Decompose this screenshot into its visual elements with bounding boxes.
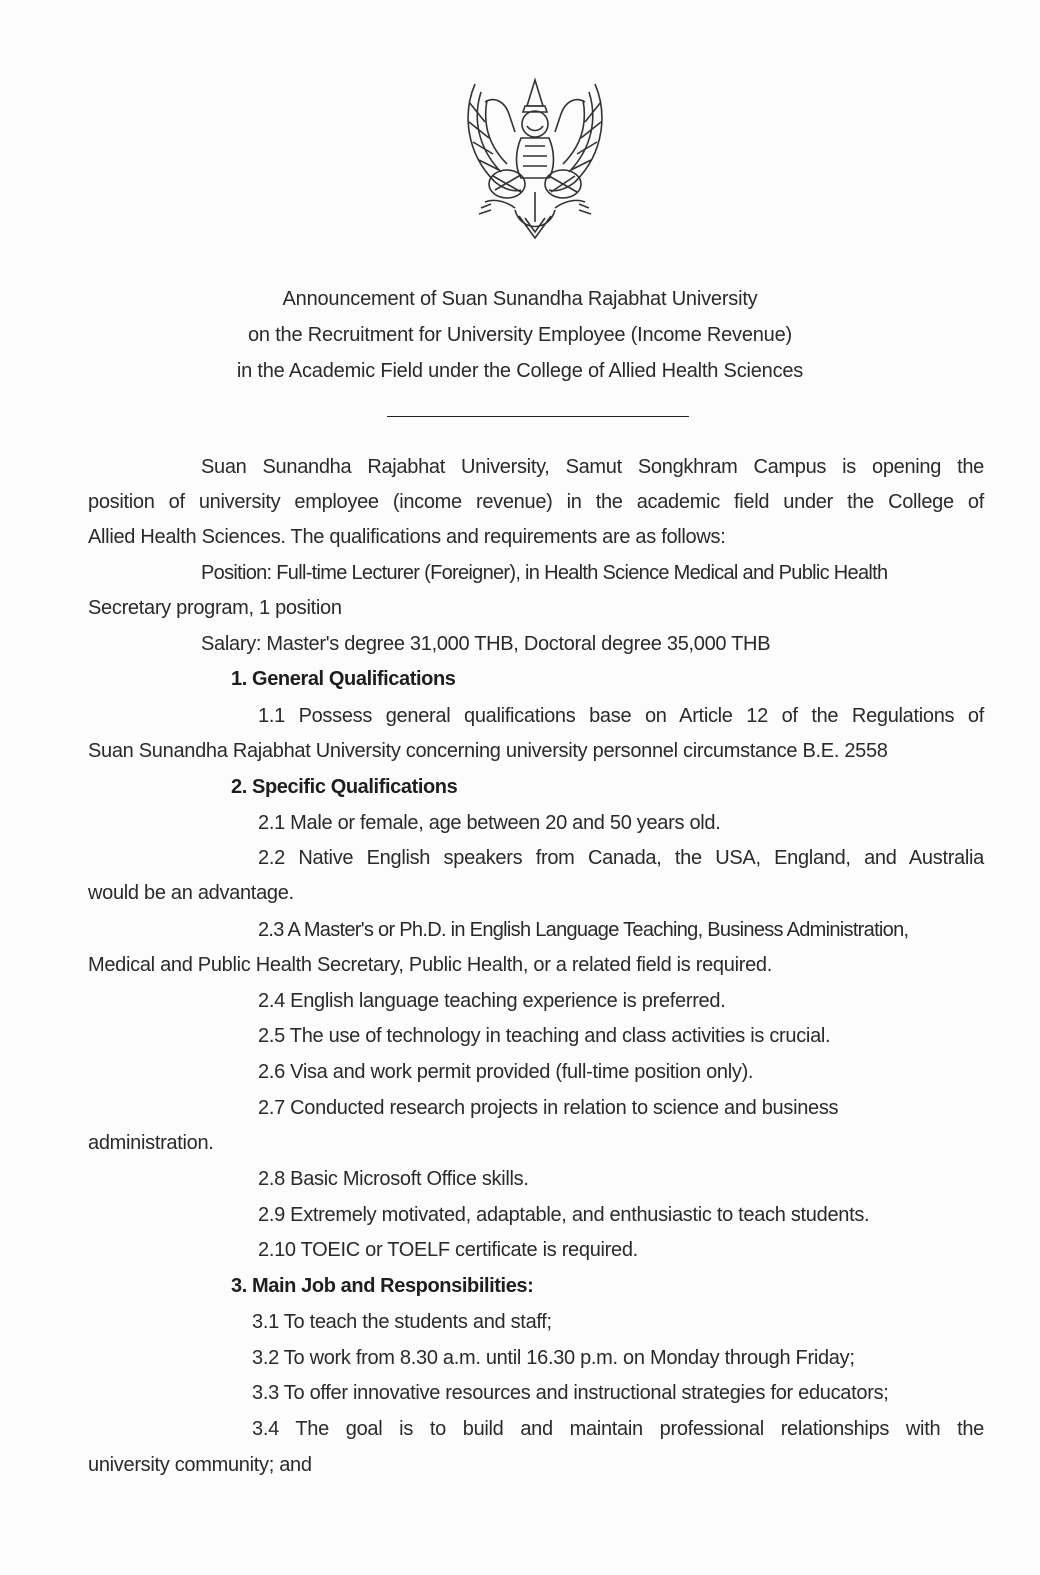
intro-line-1: Suan Sunandha Rajabhat University, Samut Songkhram Campus is opening the: [201, 456, 984, 478]
item-2-7-line-2: administration.: [88, 1132, 214, 1154]
item-2-3-line-1: 2.3 A Master's or Ph.D. in English Language Teaching, Business Administration,: [258, 919, 909, 941]
title-line-3: in the Academic Field under the College of Allied Health Sciences: [236, 360, 804, 382]
item-2-1: 2.1 Male or female, age between 20 and 50 years old.: [258, 812, 721, 834]
title-divider: [387, 416, 689, 417]
section-heading-responsibilities: 3. Main Job and Responsibilities:: [231, 1275, 534, 1297]
item-1-1-line-2: Suan Sunandha Rajabhat University concerning university personnel circumstance B.E. 2558: [88, 740, 888, 762]
item-2-7-line-1: 2.7 Conducted research projects in relation to science and business: [258, 1097, 839, 1119]
salary-line: Salary: Master's degree 31,000 THB, Doctoral degree 35,000 THB: [201, 633, 771, 655]
item-1-1-line-1: 1.1 Possess general qualifications base on Article 12 of the Regulations of: [258, 705, 984, 727]
garuda-emblem-icon: [455, 72, 615, 247]
item-3-3: 3.3 To offer innovative resources and instructional strategies for educators;: [252, 1382, 889, 1404]
item-3-2: 3.2 To work from 8.30 a.m. until 16.30 p.m. on Monday through Friday;: [252, 1347, 855, 1369]
item-2-4: 2.4 English language teaching experience is preferred.: [258, 990, 726, 1012]
item-2-8: 2.8 Basic Microsoft Office skills.: [258, 1168, 529, 1190]
item-2-2-line-2: would be an advantage.: [88, 882, 294, 904]
section-heading-specific: 2. Specific Qualifications: [231, 776, 458, 798]
item-2-10: 2.10 TOEIC or TOELF certificate is required.: [258, 1239, 638, 1261]
item-2-5: 2.5 The use of technology in teaching and class activities is crucial.: [258, 1025, 831, 1047]
item-3-4-line-2: university community; and: [88, 1454, 312, 1476]
item-3-4-line-1: 3.4 The goal is to build and maintain professional relationships with the: [252, 1418, 984, 1440]
intro-line-3: Allied Health Sciences. The qualifications and requirements are as follows:: [88, 526, 726, 548]
position-line-2: Secretary program, 1 position: [88, 597, 342, 619]
item-2-3-line-2: Medical and Public Health Secretary, Public Health, or a related field is required.: [88, 954, 772, 976]
item-2-9: 2.9 Extremely motivated, adaptable, and enthusiastic to teach students.: [258, 1204, 870, 1226]
section-heading-general: 1. General Qualifications: [231, 668, 456, 690]
title-line-2: on the Recruitment for University Employee (Income Revenue): [248, 324, 792, 346]
title-line-1: Announcement of Suan Sunandha Rajabhat University: [282, 288, 758, 310]
item-2-2-line-1: 2.2 Native English speakers from Canada, the USA, England, and Australia: [258, 847, 984, 869]
item-3-1: 3.1 To teach the students and staff;: [252, 1311, 552, 1333]
position-line-1: Position: Full-time Lecturer (Foreigner), in Health Science Medical and Public Health: [201, 562, 888, 584]
item-2-6: 2.6 Visa and work permit provided (full-time position only).: [258, 1061, 754, 1083]
intro-line-2: position of university employee (income revenue) in the academic field under the College of: [88, 491, 984, 513]
